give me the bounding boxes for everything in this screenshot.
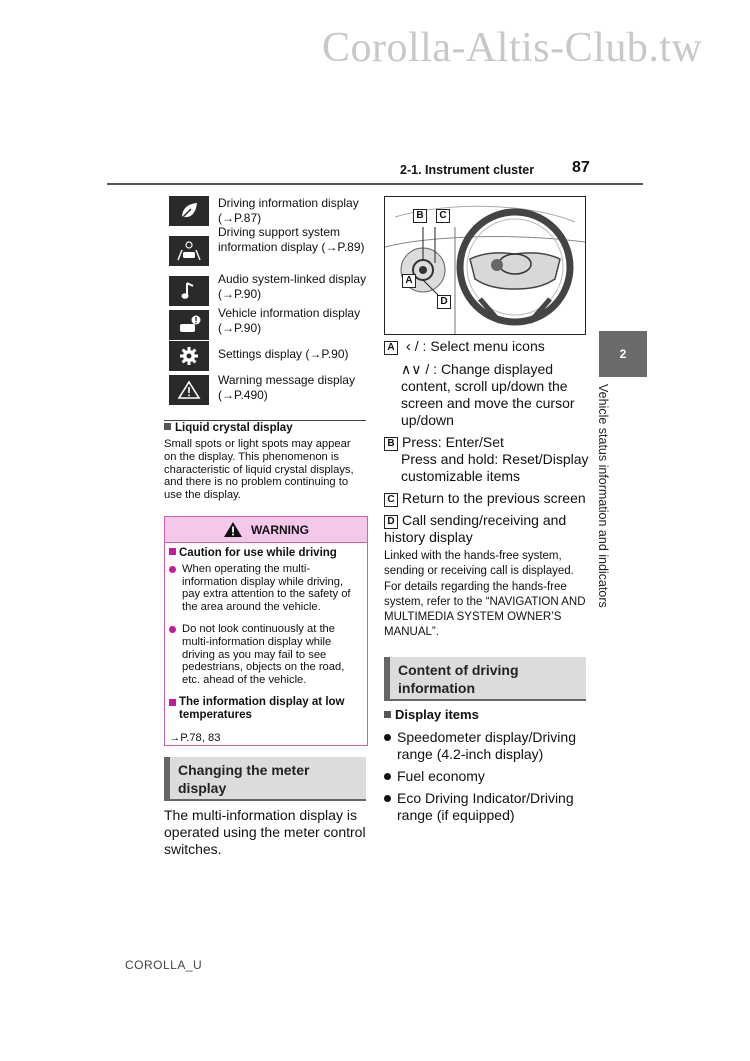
left-right-chevron-icon: ‹ bbox=[405, 338, 411, 355]
icon-list-text: Driving support system information display (→P.89) bbox=[218, 225, 365, 254]
page-number: 87 bbox=[572, 159, 590, 176]
lcd-divider bbox=[164, 420, 366, 421]
changing-body: The multi-information display is operated using the meter control switches. bbox=[164, 807, 366, 857]
warning-bullet-2: Do not look continuously at the multi-information display while driving as you may fail to see pedestrians, objects on the road, etc. ahead of the vehicle. bbox=[169, 623, 363, 687]
warning-triangle-icon bbox=[169, 375, 209, 405]
label-d-desc: D Call sending/receiving and history display bbox=[384, 512, 567, 545]
car-support-icon bbox=[169, 236, 209, 266]
gear-icon bbox=[169, 341, 209, 371]
up-down-chevron-icon: ∧∨ bbox=[401, 361, 422, 377]
icon-list-text: Settings display (→P.90) bbox=[218, 347, 349, 361]
steering-wheel-diagram bbox=[384, 196, 586, 335]
warning-header: WARNING bbox=[165, 517, 367, 543]
header-rule bbox=[107, 183, 643, 185]
lcd-heading: Liquid crystal display bbox=[164, 422, 293, 434]
section-title: 2-1. Instrument cluster bbox=[400, 163, 535, 177]
label-b-desc: B Press: Enter/Set Press and hold: Reset/Display customizable items bbox=[384, 434, 589, 485]
changing-heading: Changing the meter display bbox=[164, 757, 366, 801]
warning-heading-1: Caution for use while driving bbox=[169, 547, 363, 560]
music-note-icon bbox=[169, 276, 209, 306]
square-bullet-icon bbox=[384, 711, 391, 718]
label-d: D bbox=[437, 295, 451, 309]
display-items-heading: Display items bbox=[384, 707, 479, 722]
icon-list-text: Audio system-linked display (→P.90) bbox=[218, 272, 367, 301]
icon-list-text: Driving information display (→P.87) bbox=[218, 196, 359, 225]
icon-list-text: Warning message display (→P.490) bbox=[218, 373, 355, 402]
list-item: Fuel economy bbox=[384, 768, 589, 785]
vehicle-info-icon bbox=[169, 310, 209, 340]
warning-bullet-1: When operating the multi-information display while driving, pay extra attention to the safety of the area around the vehicle. bbox=[169, 563, 363, 614]
square-bullet-icon bbox=[164, 423, 171, 430]
label-a-sub: ∧∨ / : Change displayed content, scroll up/down the screen and move the cursor up/down bbox=[401, 361, 575, 428]
label-a-desc: A ‹ / : Select menu icons ∧∨ / : Change displayed content, scroll up/down the screen and move the cursor up/down bbox=[384, 338, 589, 429]
content-heading: Content of driving information bbox=[384, 657, 586, 701]
list-item: Eco Driving Indicator/Driving range (if equipped) bbox=[384, 790, 589, 824]
list-item: Speedometer display/Driving range (4.2-inch display) bbox=[384, 729, 589, 763]
label-b: B bbox=[413, 209, 427, 223]
icon-list-text: Vehicle information display (→P.90) bbox=[218, 306, 361, 335]
warning-icon bbox=[223, 521, 243, 538]
watermark: Corolla-Altis-Club.tw bbox=[322, 25, 703, 71]
handsfree-note: Linked with the hands-free system, sending or receiving call is displayed. For details regarding the hands-free system, refer to the “NAVIGATION AND MULTIMEDIA SYSTEM OWNER’S MANUAL”. bbox=[384, 550, 586, 639]
warning-heading-2: The information display at low temperatures bbox=[169, 696, 363, 722]
lcd-body: Small spots or light spots may appear on the display. This phenomenon is characteristic of liquid crystal displays, and there is no problem continuing to use the display. bbox=[164, 438, 354, 502]
warning-reference: →P.78, 83 bbox=[169, 731, 221, 744]
label-a: A bbox=[402, 274, 416, 288]
warning-box bbox=[164, 516, 368, 746]
footer-code: COROLLA_U bbox=[125, 958, 203, 972]
label-c: C bbox=[436, 209, 450, 223]
leaf-icon bbox=[169, 196, 209, 226]
chapter-side-title: Vehicle status information and indicators bbox=[596, 384, 610, 608]
chapter-tab: 2 bbox=[599, 331, 647, 377]
label-c-desc: C Return to the previous screen bbox=[384, 490, 589, 507]
display-items-list bbox=[384, 729, 589, 824]
